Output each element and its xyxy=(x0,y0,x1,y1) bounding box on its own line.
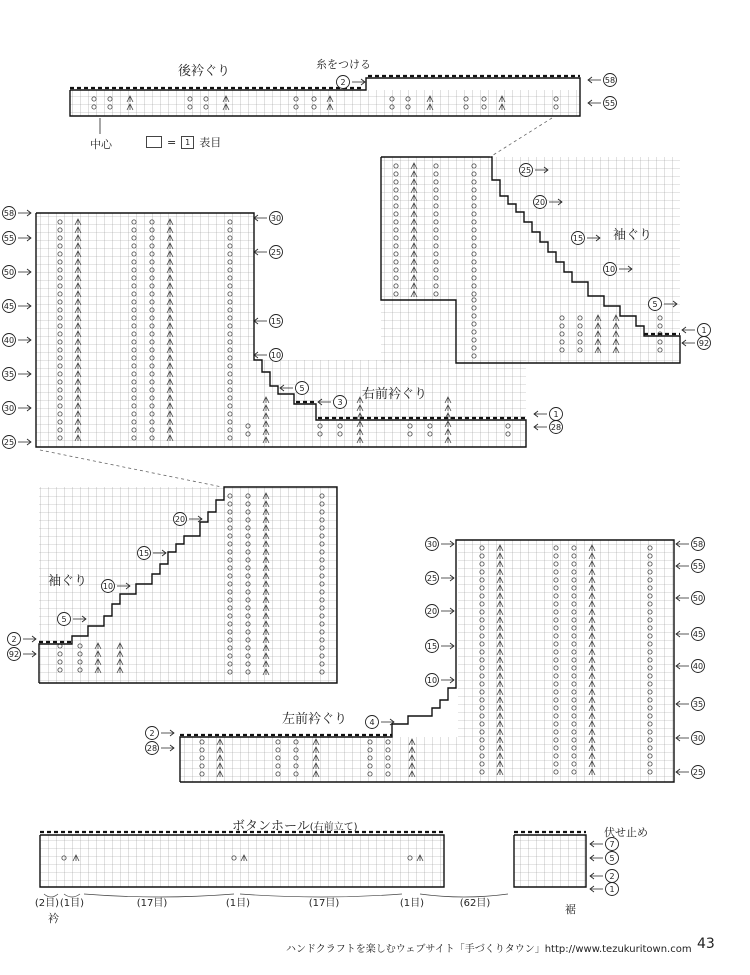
left-front-right-50-row-number: 50 xyxy=(692,594,704,604)
buttonhole-main: ボタンホール xyxy=(232,819,310,834)
stitch-count-1: (1目) xyxy=(59,898,85,909)
right-front-3-row-number: 3 xyxy=(337,398,343,408)
left-front-right-58-arrow xyxy=(676,541,689,547)
buttonhole-2-arrow xyxy=(590,873,603,879)
left-front-left-15-row-number: 15 xyxy=(426,642,438,652)
right-front-25-row-number: 25 xyxy=(270,248,282,258)
right-front-left-35-row-number: 35 xyxy=(3,370,15,380)
left-front-left-20-row-number: 20 xyxy=(426,607,438,617)
left-front-neck-title: 左前衿ぐり xyxy=(282,712,348,727)
right-front-1-row-number: 1 xyxy=(553,410,559,420)
bind-off-label: 伏せ止め xyxy=(604,826,648,839)
right-armhole-20-row-number: 20 xyxy=(534,198,546,208)
left-front-left-15-arrow xyxy=(441,643,454,649)
attach-yarn-label: 糸をつける xyxy=(316,58,371,71)
left-armhole-92-arrow xyxy=(23,651,36,657)
stitch-count-0: (2目) xyxy=(34,898,60,909)
left-front-left-30-row-number: 30 xyxy=(426,540,438,550)
back-neck-55-row-number: 55 xyxy=(604,99,616,109)
back-neck-attach-arrow xyxy=(352,79,365,85)
back-neck-connector xyxy=(490,118,552,157)
buttonhole-sub: (右前立て) xyxy=(309,822,358,833)
stitch-count-4: (17目) xyxy=(308,898,340,909)
right-front-grid xyxy=(36,213,254,447)
right-front-left-50-arrow xyxy=(18,269,31,275)
right-front-left-40-arrow xyxy=(18,337,31,343)
stitch-brace-2 xyxy=(84,894,234,897)
stitch-count-6: (62目) xyxy=(459,898,491,909)
right-armhole-25-row-number: 25 xyxy=(520,166,532,176)
left-armhole-15-row-number: 15 xyxy=(138,549,150,559)
buttonhole-1-arrow xyxy=(590,886,603,892)
right-front-left-58-row-number: 58 xyxy=(3,209,15,219)
buttonhole-1-row-number: 1 xyxy=(609,885,615,895)
right-front-10-arrow xyxy=(254,352,267,358)
right-armhole-1-row-number: 1 xyxy=(701,326,707,336)
left-front-right-55-row-number: 55 xyxy=(692,562,704,572)
right-armhole-10-row-number: 10 xyxy=(604,265,616,275)
right-front-left-30-row-number: 30 xyxy=(3,404,15,414)
footer-site: ハンドクラフトを楽しむウェブサイト「手づくりタウン」http://www.tezukuritown.com xyxy=(286,944,692,955)
buttonhole-7-row-number: 7 xyxy=(609,840,615,850)
right-armhole-title: 袖ぐり xyxy=(613,228,653,243)
back-neck-58-arrow xyxy=(588,77,601,83)
stitch-brace-0 xyxy=(44,894,58,897)
legend xyxy=(146,134,221,150)
stitch-count-3: (1目) xyxy=(225,898,251,909)
buttonhole-7-arrow xyxy=(590,841,603,847)
right-front-15-arrow xyxy=(254,318,267,324)
left-front-right-25-row-number: 25 xyxy=(692,768,704,778)
left-front-right-40-row-number: 40 xyxy=(692,662,704,672)
left-front-right-55-arrow xyxy=(676,563,689,569)
back-neck-attach-row-number: 2 xyxy=(340,78,346,88)
right-front-30-row-number: 30 xyxy=(270,214,282,224)
left-armhole-2-row-number: 2 xyxy=(11,635,17,645)
left-front-right-58-row-number: 58 xyxy=(692,540,704,550)
right-front-left-55-arrow xyxy=(18,235,31,241)
buttonhole-2-row-number: 2 xyxy=(609,872,615,882)
left-front-right-25-arrow xyxy=(676,769,689,775)
back-neck-title: 後衿ぐり xyxy=(178,64,231,79)
left-front-right-40-arrow xyxy=(676,663,689,669)
legend-knit-label: 表目 xyxy=(199,136,222,149)
buttonhole-band-end-grid xyxy=(514,835,586,887)
right-front-1-arrow xyxy=(534,411,547,417)
left-armhole-10-row-number: 10 xyxy=(102,582,114,592)
left-front-right-50-arrow xyxy=(676,595,689,601)
left-armhole-20-row-number: 20 xyxy=(174,515,186,525)
left-front-left-28-arrow xyxy=(161,745,174,751)
right-front-left-45-arrow xyxy=(18,303,31,309)
buttonhole-band-grid xyxy=(40,835,444,887)
left-front-right-45-arrow xyxy=(676,631,689,637)
left-front-right-30-row-number: 30 xyxy=(692,734,704,744)
left-front-left-28-row-number: 28 xyxy=(146,744,158,754)
left-armhole-5-row-number: 5 xyxy=(61,615,67,625)
right-front-left-25-arrow xyxy=(18,439,31,445)
right-front-left-58-arrow xyxy=(18,210,31,216)
legend-blank-cell xyxy=(146,136,162,148)
left-front-right-35-row-number: 35 xyxy=(692,700,704,710)
right-front-15-row-number: 15 xyxy=(270,317,282,327)
buttonhole-5-row-number: 5 xyxy=(609,854,615,864)
page-number: 43 xyxy=(697,936,715,952)
left-front-right-45-row-number: 45 xyxy=(692,630,704,640)
buttonhole-5-arrow xyxy=(590,855,603,861)
collar-label: 衿 xyxy=(48,912,59,925)
right-front-left-50-row-number: 50 xyxy=(3,268,15,278)
right-front-left-25-row-number: 25 xyxy=(3,438,15,448)
left-armhole-title: 袖ぐり xyxy=(48,574,88,589)
buttonhole-title xyxy=(232,815,358,834)
right-armhole-15-row-number: 15 xyxy=(572,234,584,244)
right-front-30-arrow xyxy=(254,215,267,221)
back-neck-55-arrow xyxy=(588,100,601,106)
left-front-left-25-row-number: 25 xyxy=(426,574,438,584)
right-front-connector xyxy=(40,450,222,487)
left-front-left-20-arrow xyxy=(441,608,454,614)
back-neck-58-row-number: 58 xyxy=(604,76,616,86)
left-armhole-92-row-number: 92 xyxy=(8,650,20,660)
right-front-left-35-arrow xyxy=(18,371,31,377)
right-armhole-1-arrow xyxy=(682,327,695,333)
stitch-count-5: (1目) xyxy=(399,898,425,909)
back-neck-grid xyxy=(70,90,580,116)
left-front-left-10-row-number: 10 xyxy=(426,676,438,686)
right-armhole-grid xyxy=(381,157,680,363)
left-front-left-25-arrow xyxy=(441,575,454,581)
right-front-left-45-row-number: 45 xyxy=(3,302,15,312)
left-front-right-35-arrow xyxy=(676,701,689,707)
left-front-left-4-row-number: 4 xyxy=(369,718,375,728)
right-front-left-55-row-number: 55 xyxy=(3,234,15,244)
left-front-grid xyxy=(458,540,674,782)
stitch-brace-3 xyxy=(240,894,402,897)
hem-label: 裾 xyxy=(565,903,576,916)
legend-knit-cell: 1 xyxy=(181,136,194,149)
stitch-count-2: (17目) xyxy=(136,898,168,909)
left-front-left-10-arrow xyxy=(441,677,454,683)
left-front-left-2-row-number: 2 xyxy=(149,729,155,739)
right-front-10-row-number: 10 xyxy=(270,351,282,361)
legend-equals: = xyxy=(167,135,177,149)
right-front-left-40-row-number: 40 xyxy=(3,336,15,346)
left-front-left-2-arrow xyxy=(161,730,174,736)
right-front-28-row-number: 28 xyxy=(550,423,562,433)
center-label: 中心 xyxy=(90,138,112,151)
right-front-28-arrow xyxy=(534,424,547,430)
right-armhole-5-row-number: 5 xyxy=(652,300,658,310)
left-armhole-2-arrow xyxy=(23,636,36,642)
right-front-left-30-arrow xyxy=(18,405,31,411)
left-front-right-30-arrow xyxy=(676,735,689,741)
stitch-brace-4 xyxy=(420,894,508,897)
stitch-brace-1 xyxy=(64,894,80,897)
right-front-25-arrow xyxy=(254,249,267,255)
left-front-left-30-arrow xyxy=(441,541,454,547)
right-front-neck-title: 右前衿ぐり xyxy=(362,387,428,402)
right-armhole-92-row-number: 92 xyxy=(698,339,710,349)
right-armhole-92-arrow xyxy=(682,340,695,346)
right-front-5-row-number: 5 xyxy=(299,384,305,394)
